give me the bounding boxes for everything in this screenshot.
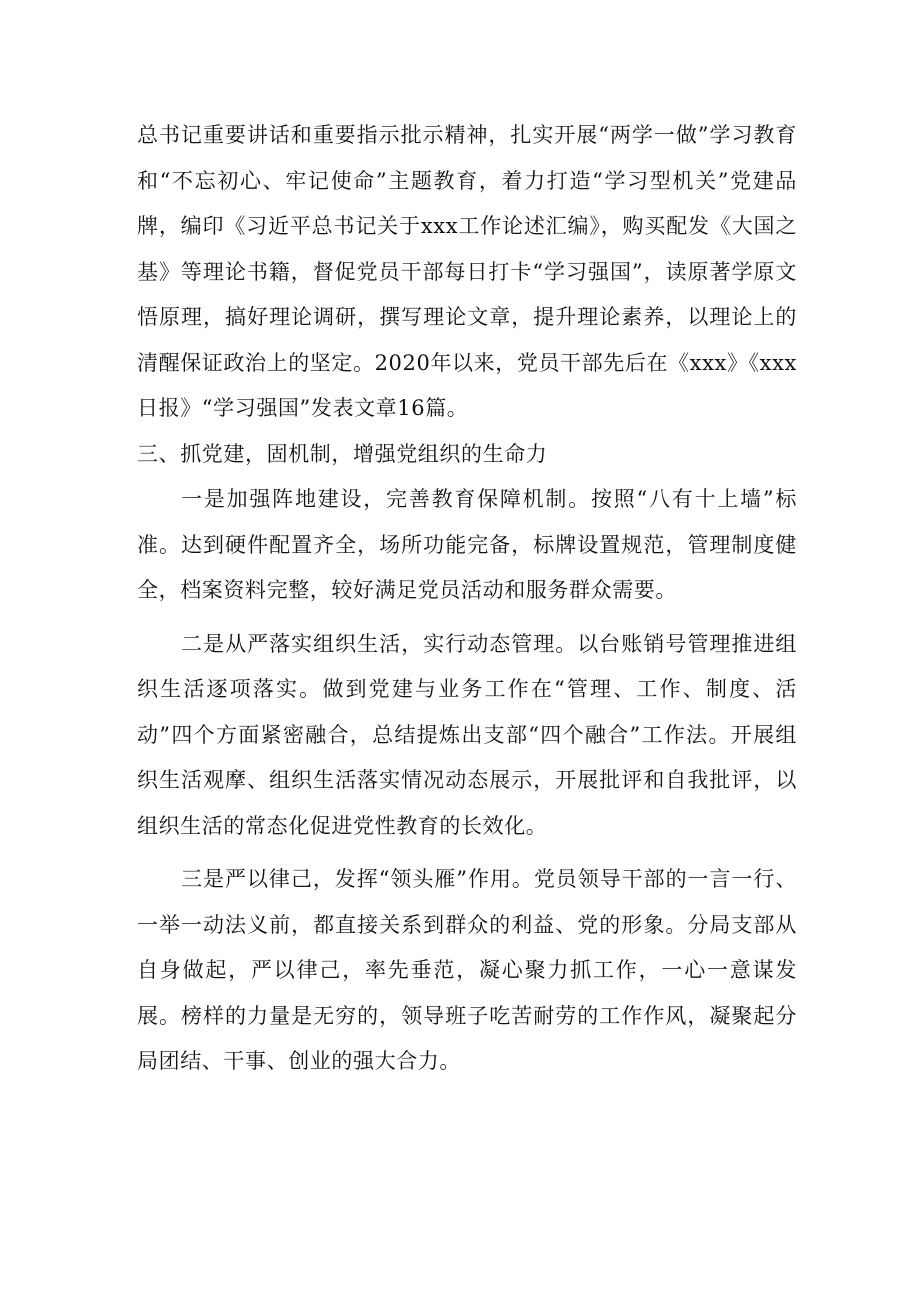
paragraph-point-3: 三是严以律己，发挥“领头雁”作用。党员领导干部的一言一行、一举一动法义前，都直接关系到群众的利益、党的形象。分局支部从自身做起，严以律己，率先垂范，凝心聚力抓工作，一心一意谋发展。榜样的力量是无穷的，领导班子吃苦耐劳的工作作风，凝聚起分局团结、干事、创业的强大合力。	[137, 867, 797, 1073]
section-heading-3: 三、抓党建，固机制，增强党组织的生命力	[137, 441, 548, 466]
paragraph-point-2: 二是从严落实组织生活，实行动态管理。以台账销号管理推进组织生活逐项落实。做到党建与业务工作在“管理、工作、制度、活动”四个方面紧密融合，总结提炼出支部“四个融合”工作法。开展组织生活观摩、组织生活落实情况动态展示，开展批评和自我批评，以组织生活的常态化促进党性教育的长效化。	[137, 631, 797, 838]
paragraph-point-1: 一是加强阵地建设，完善教育保障机制。按照“八有十上墙”标准。达到硬件配置齐全，场所功能完备，标牌设置规范，管理制度健全，档案资料完整，较好满足党员活动和服务群众需要。	[137, 487, 797, 602]
document-body	[137, 113, 797, 1085]
paragraph-continuation: 总书记重要讲话和重要指示批示精神，扎实开展“两学一做”学习教育和“不忘初心、牢记使命”主题教育，着力打造“学习型机关”党建品牌，编印《习近平总书记关于xxx工作论述汇编》，购买配发《大国之基》等理论书籍，督促党员干部每日打卡“学习强国”，读原著学原文悟原理，搞好理论调研，撰写理论文章，提升理论素养，以理论上的清醒保证政治上的坚定。2020年以来，党员干部先后在《xxx》《xxx日报》“学习强国”发表文章16篇。	[137, 123, 798, 420]
